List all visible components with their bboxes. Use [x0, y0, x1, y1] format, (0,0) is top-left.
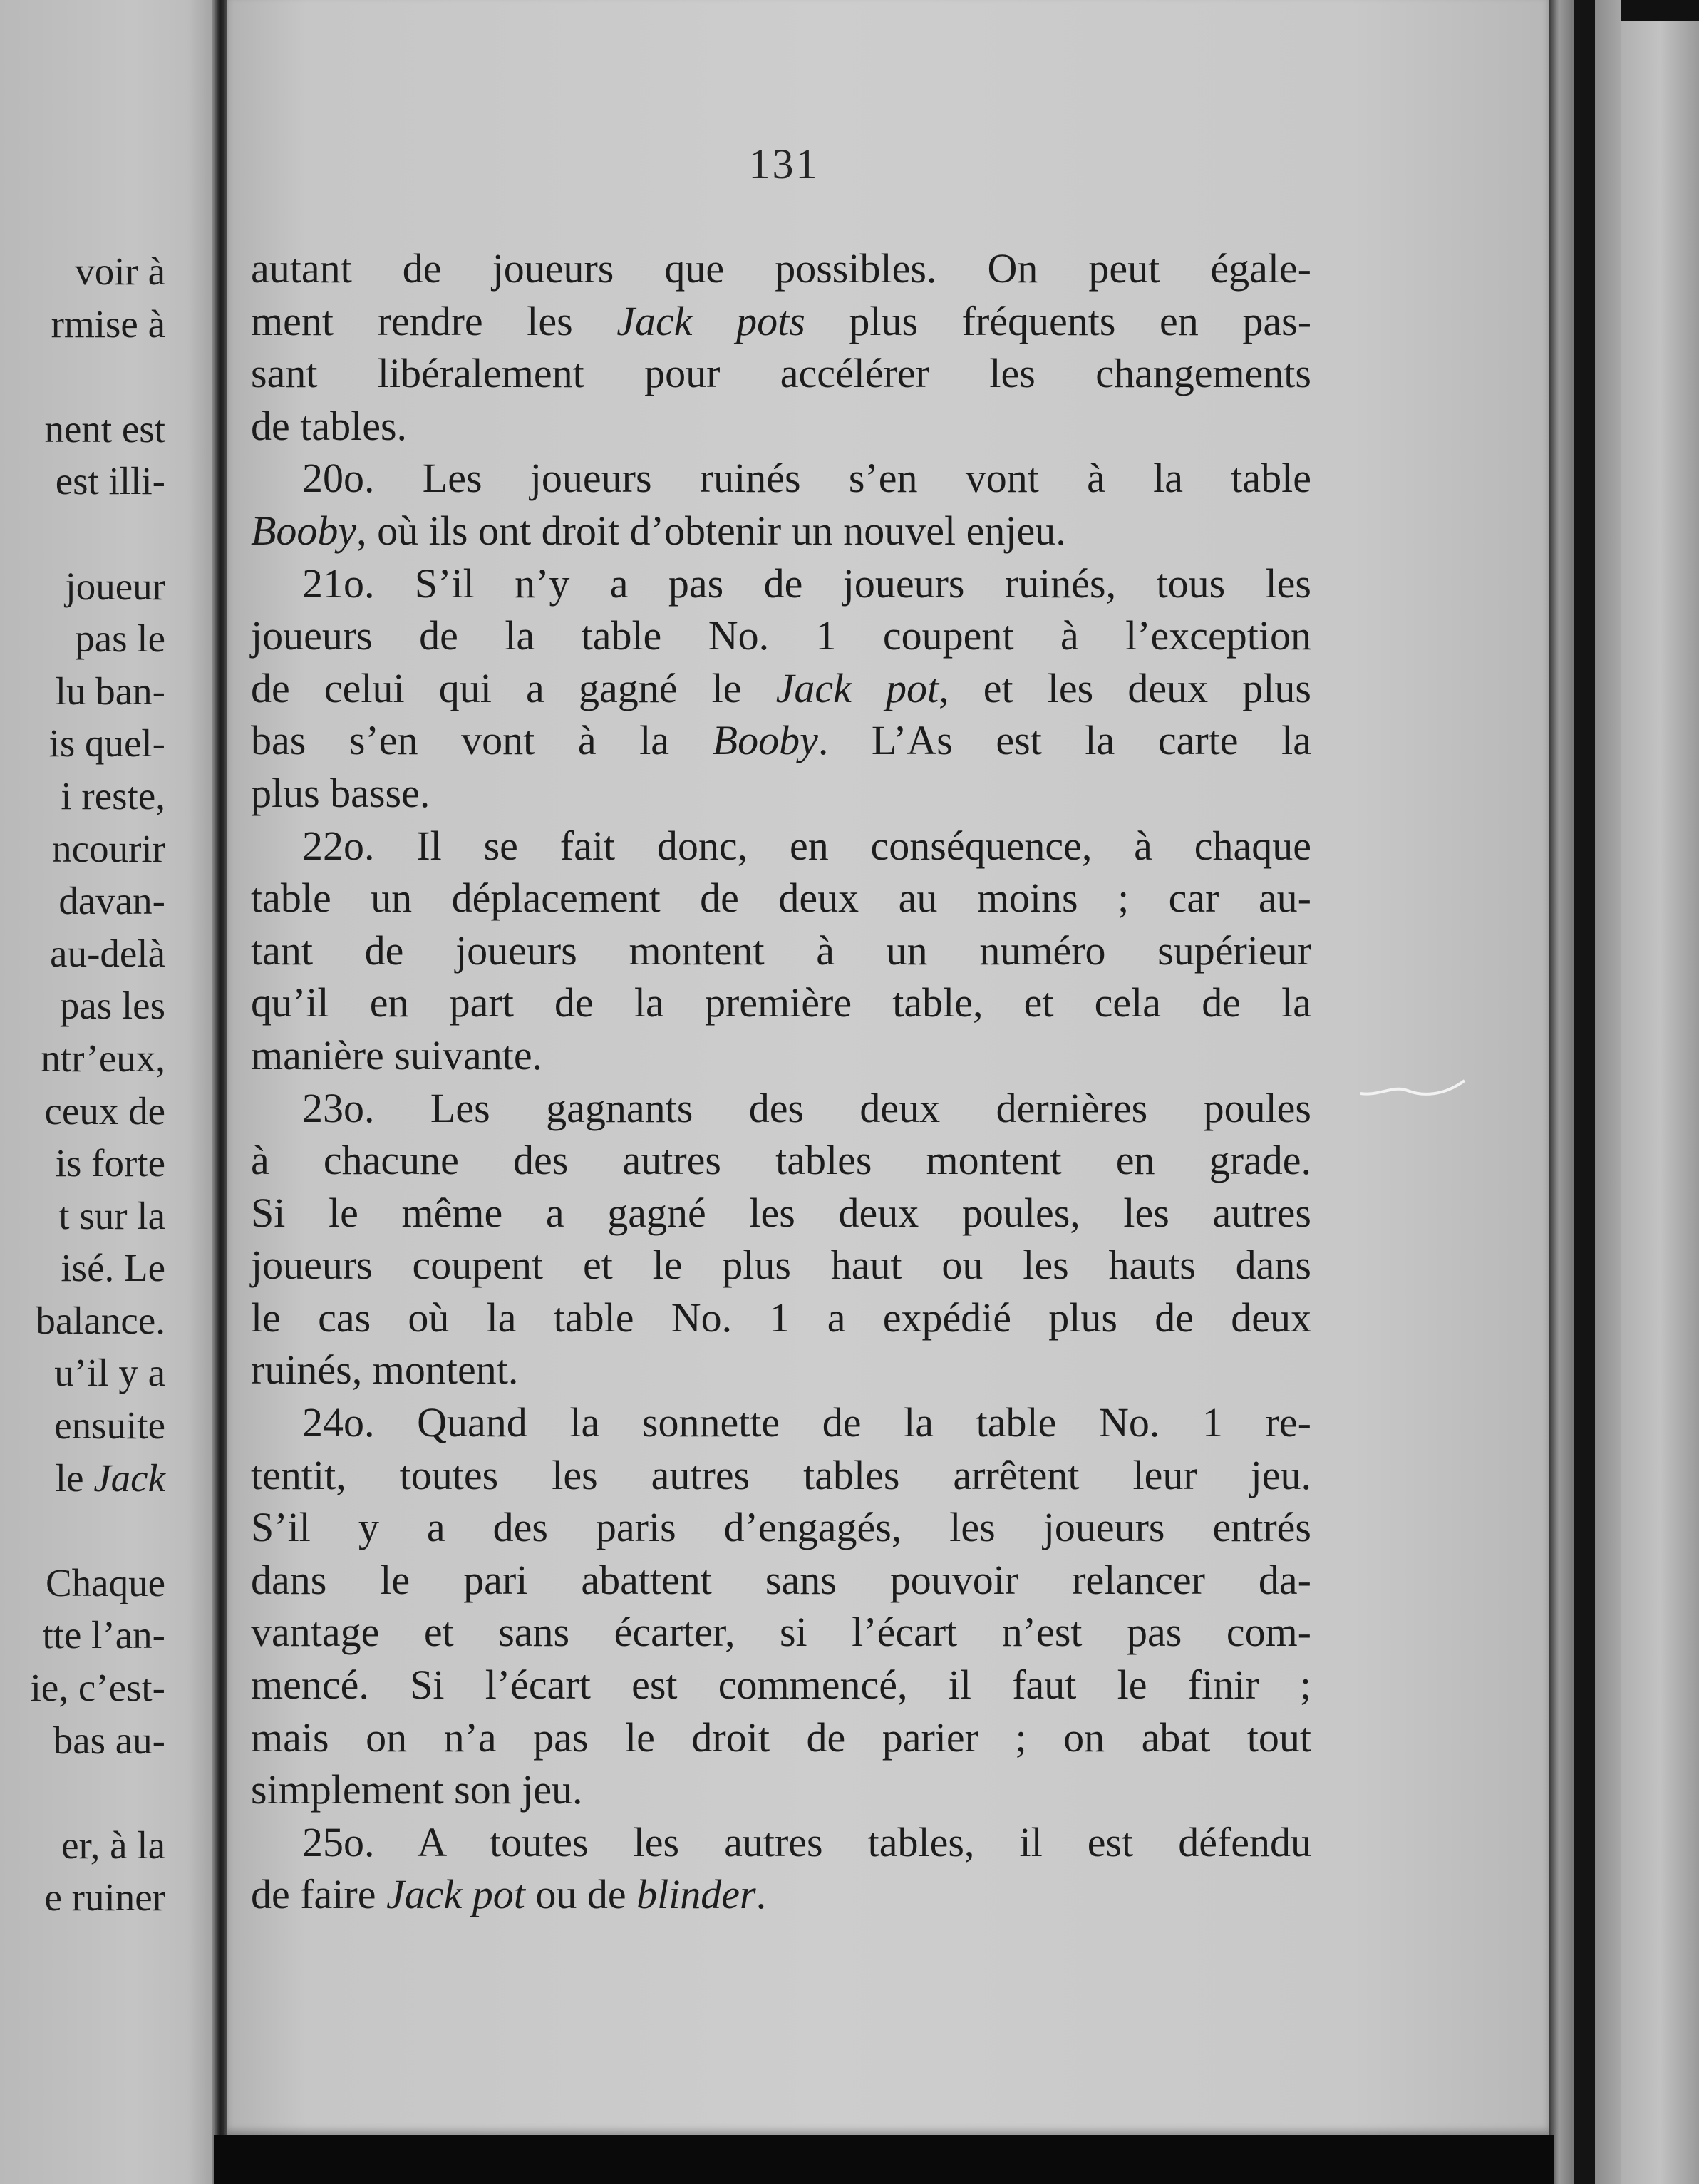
text-line: 25o. A toutes les autres tables, il est défendu [302, 1818, 1311, 1865]
text-line: 21o. S’il n’y a pas de joueurs ruinés, tous les [302, 560, 1311, 607]
previous-page-line: er, à la [61, 1823, 165, 1867]
previous-page-line: le Jack [55, 1456, 165, 1500]
text-line: 23o. Les gagnants des deux dernières poules [302, 1084, 1311, 1131]
previous-page-text [31, 245, 165, 1924]
previous-page-line: isé. Le [61, 1246, 165, 1290]
text-line: joueurs de la table No. 1 coupent à l’exception [251, 612, 1311, 659]
previous-page-line: balance. [36, 1298, 165, 1342]
page-edge-stack [1595, 0, 1621, 2184]
previous-page-line [31, 350, 165, 403]
previous-page-line: au-delà [50, 931, 165, 975]
text-line: sant libéralement pour accélérer les changements [251, 350, 1311, 397]
previous-page-line: davan- [58, 879, 165, 923]
previous-page-line: voir à [75, 249, 165, 293]
text-line: ment rendre les Jack pots plus fréquents en pas- [251, 297, 1312, 344]
previous-page-line: ie, c’est- [30, 1666, 165, 1710]
previous-page-line: e ruiner [44, 1875, 165, 1920]
previous-page-edge [0, 0, 221, 2184]
previous-page-line: ensuite [54, 1403, 165, 1448]
body-text [251, 242, 1311, 1921]
previous-page-line: is forte [55, 1141, 165, 1185]
text-line: joueurs coupent et le plus haut ou les hauts dans [251, 1242, 1311, 1289]
film-border-bottom [214, 2135, 1554, 2184]
text-line: tentit, toutes les autres tables arrêtent leur jeu. [251, 1451, 1311, 1498]
previous-page-line: is quel- [48, 721, 165, 766]
previous-page-line: pas les [59, 984, 165, 1028]
previous-page-line: ntr’eux, [41, 1036, 165, 1080]
text-line: bas s’en vont à la Booby. L’As est la carte la [251, 717, 1311, 764]
text-line: mais on n’a pas le droit de parier ; on abat tout [251, 1714, 1311, 1761]
text-line: plus basse. [251, 769, 430, 816]
previous-page-line: ceux de [44, 1088, 165, 1133]
previous-page-line: u’il y a [54, 1351, 165, 1395]
page-edge-shadow [1549, 0, 1574, 2184]
text-line: autant de joueurs que possibles. On peut égale- [251, 245, 1311, 292]
previous-page-line: est illi- [55, 459, 165, 503]
previous-page-line: nent est [44, 406, 165, 450]
text-line: ruinés, montent. [251, 1346, 519, 1394]
text-line: de celui qui a gagné le Jack pot, et les deux plus [251, 664, 1311, 711]
previous-page-line [31, 508, 165, 560]
previous-page-line: lu ban- [55, 669, 165, 713]
previous-page-line: rmise à [51, 302, 165, 346]
text-line: Si le même a gagné les deux poules, les autres [251, 1189, 1311, 1236]
text-line: qu’il en part de la première table, et cela de la [251, 979, 1311, 1026]
text-line: le cas où la table No. 1 a expédié plus de deux [251, 1294, 1311, 1341]
text-line: 22o. Il se fait donc, en conséquence, à chaque [302, 822, 1311, 869]
text-line: dans le pari abattent sans pouvoir relancer da- [251, 1556, 1311, 1603]
previous-page-line: ncourir [52, 826, 165, 870]
text-line: de tables. [251, 402, 408, 449]
previous-page-line: i reste, [61, 773, 165, 818]
text-line: vantage et sans écarter, si l’écart n’est pas com- [251, 1609, 1311, 1656]
text-line: de faire Jack pot ou de blinder. [251, 1871, 767, 1918]
text-line: 24o. Quand la sonnette de la table No. 1 re- [302, 1399, 1311, 1446]
text-line: table un déplacement de deux au moins ; car au- [251, 875, 1311, 922]
previous-page-line: joueur [65, 564, 165, 608]
page-number: 131 [748, 140, 820, 187]
previous-page-line: t sur la [58, 1193, 165, 1237]
text-line: à chacune des autres tables montent en grade. [251, 1137, 1311, 1184]
previous-page-line: pas le [75, 617, 165, 661]
film-border-top [1621, 0, 1699, 21]
previous-page-line [31, 1504, 165, 1557]
text-line: 20o. Les joueurs ruinés s’en vont à la table [302, 455, 1311, 502]
text-line: S’il y a des paris d’engagés, les joueurs entrés [251, 1504, 1311, 1551]
previous-page-line [31, 1766, 165, 1819]
text-line: manière suivante. [251, 1031, 543, 1078]
text-line: Booby, où ils ont droit d’obtenir un nouvel enjeu. [251, 507, 1066, 554]
previous-page-line: bas au- [53, 1718, 165, 1762]
film-scratch [1358, 1075, 1472, 1103]
previous-page-line: Chaque [45, 1560, 165, 1604]
previous-page-line: tte l’an- [42, 1613, 165, 1657]
page-edge-outer [1621, 0, 1699, 2184]
text-line: simplement son jeu. [251, 1766, 583, 1813]
page-edge-dark [1574, 0, 1595, 2184]
text-line: tant de joueurs montent à un numéro supérieur [251, 927, 1311, 974]
text-line: mencé. Si l’écart est commencé, il faut le finir ; [251, 1662, 1311, 1709]
